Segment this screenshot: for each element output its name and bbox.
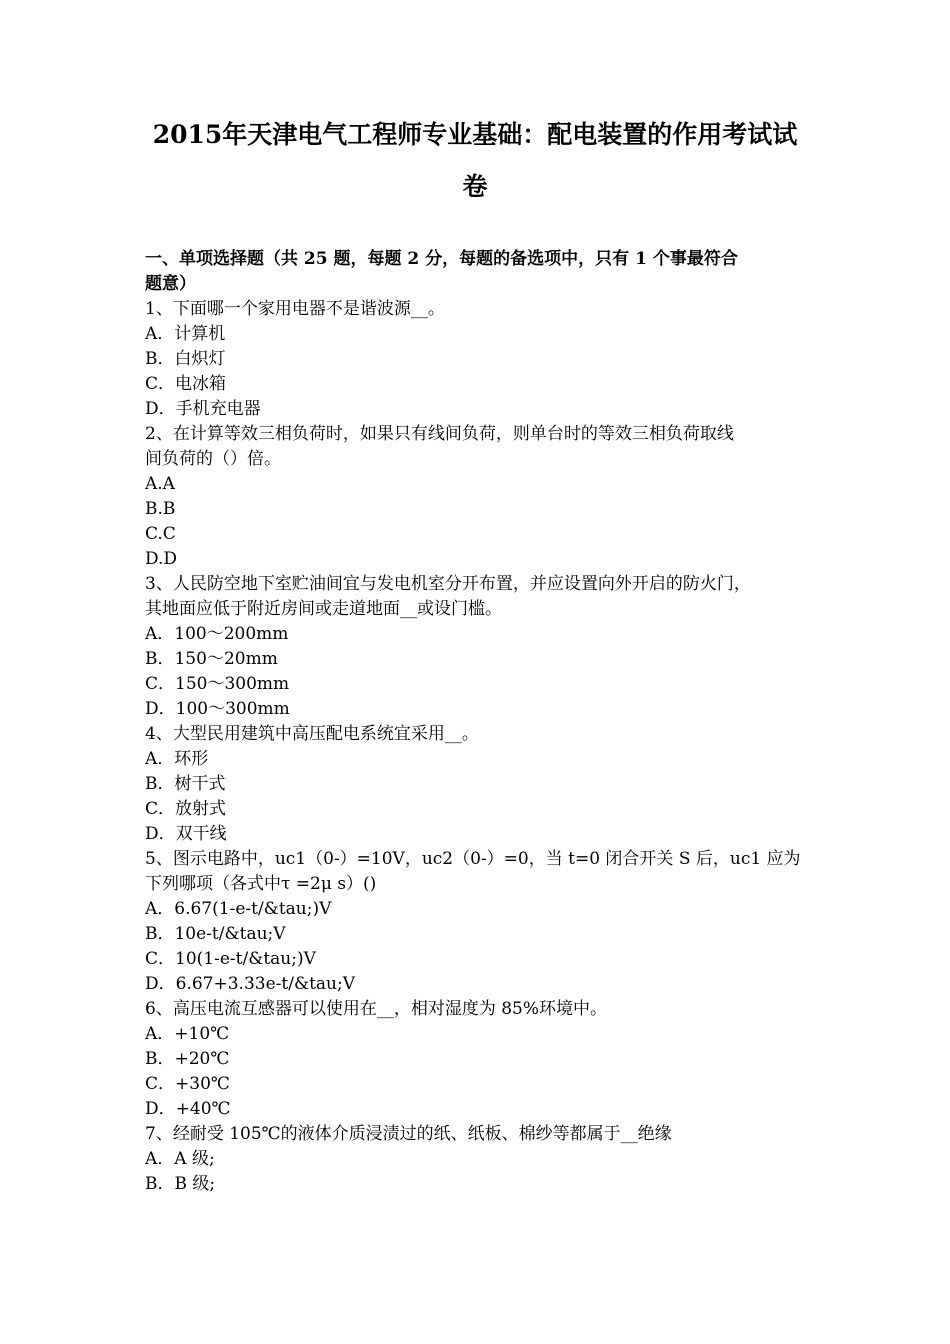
text-line: C．10(1-e-t/&tau;)V (145, 949, 316, 969)
text-line: 7、经耐受 105℃的液体介质浸渍过的纸、纸板、棉纱等都属于__绝缘 (145, 1124, 672, 1144)
text-line: D．+40℃ (145, 1099, 231, 1119)
text-line: B．10e-t/&tau;V (145, 924, 286, 944)
text-line: D.D (145, 549, 178, 569)
text-line: D．6.67+3.33e-t/&tau;V (145, 974, 355, 994)
text-line: C．放射式 (145, 799, 227, 819)
text-line: B．B 级; (145, 1174, 216, 1194)
text-line: A．计算机 (145, 324, 226, 344)
text-line: A．环形 (145, 749, 209, 769)
text-line: 5、图示电路中，uc1（0-）=10V，uc2（0-）=0，当 t=0 闭合开关 S 后，uc1 应为 (145, 849, 801, 869)
text-line: C．150～300mm (145, 674, 290, 694)
text-line: 下列哪项（各式中τ =2μ s）() (145, 874, 377, 894)
text-line: A．100～200mm (145, 624, 289, 644)
text-line: A．A 级; (145, 1149, 215, 1169)
text-line: 其地面应低于附近房间或走道地面__或设门槛。 (145, 599, 502, 619)
text-line: D．100～300mm (145, 699, 290, 719)
text-line: C.C (145, 524, 176, 544)
text-line: B．150～20mm (145, 649, 278, 669)
question-list (145, 297, 815, 1197)
text-line: 3、人民防空地下室贮油间宜与发电机室分开布置，并应设置向外开启的防火门， (145, 574, 751, 594)
text-line: 间负荷的（）倍。 (145, 449, 281, 469)
text-line: 4、大型民用建筑中高压配电系统宜采用__。 (145, 724, 479, 744)
document-title-line-2: 卷 (462, 172, 488, 201)
text-line: C．+30℃ (145, 1074, 230, 1094)
document-title-line-1: 2015年天津电气工程师专业基础：配电装置的作用考试试 (152, 120, 798, 149)
text-line: A.A (145, 474, 175, 494)
text-line: 6、高压电流互感器可以使用在__，相对湿度为 85%环境中。 (145, 999, 608, 1019)
text-line: C．电冰箱 (145, 374, 227, 394)
section-heading-line-2: 题意） (145, 274, 196, 294)
text-line: A．6.67(1-e-t/&tau;)V (145, 899, 332, 919)
text-line: B．+20℃ (145, 1049, 230, 1069)
text-line: B.B (145, 499, 176, 519)
text-line: 2、在计算等效三相负荷时，如果只有线间负荷，则单台时的等效三相负荷取线 (145, 424, 734, 444)
text-line: B．白炽灯 (145, 349, 226, 369)
text-line: 1、下面哪一个家用电器不是谐波源__。 (145, 299, 445, 319)
text-line: B．树干式 (145, 774, 226, 794)
text-line: A．+10℃ (145, 1024, 230, 1044)
text-line: D．手机充电器 (145, 399, 261, 419)
section-heading-line-1: 一、单项选择题（共 25 题，每题 2 分，每题的备选项中，只有 1 个事最符合 (145, 249, 738, 269)
text-line: D．双干线 (145, 824, 227, 844)
